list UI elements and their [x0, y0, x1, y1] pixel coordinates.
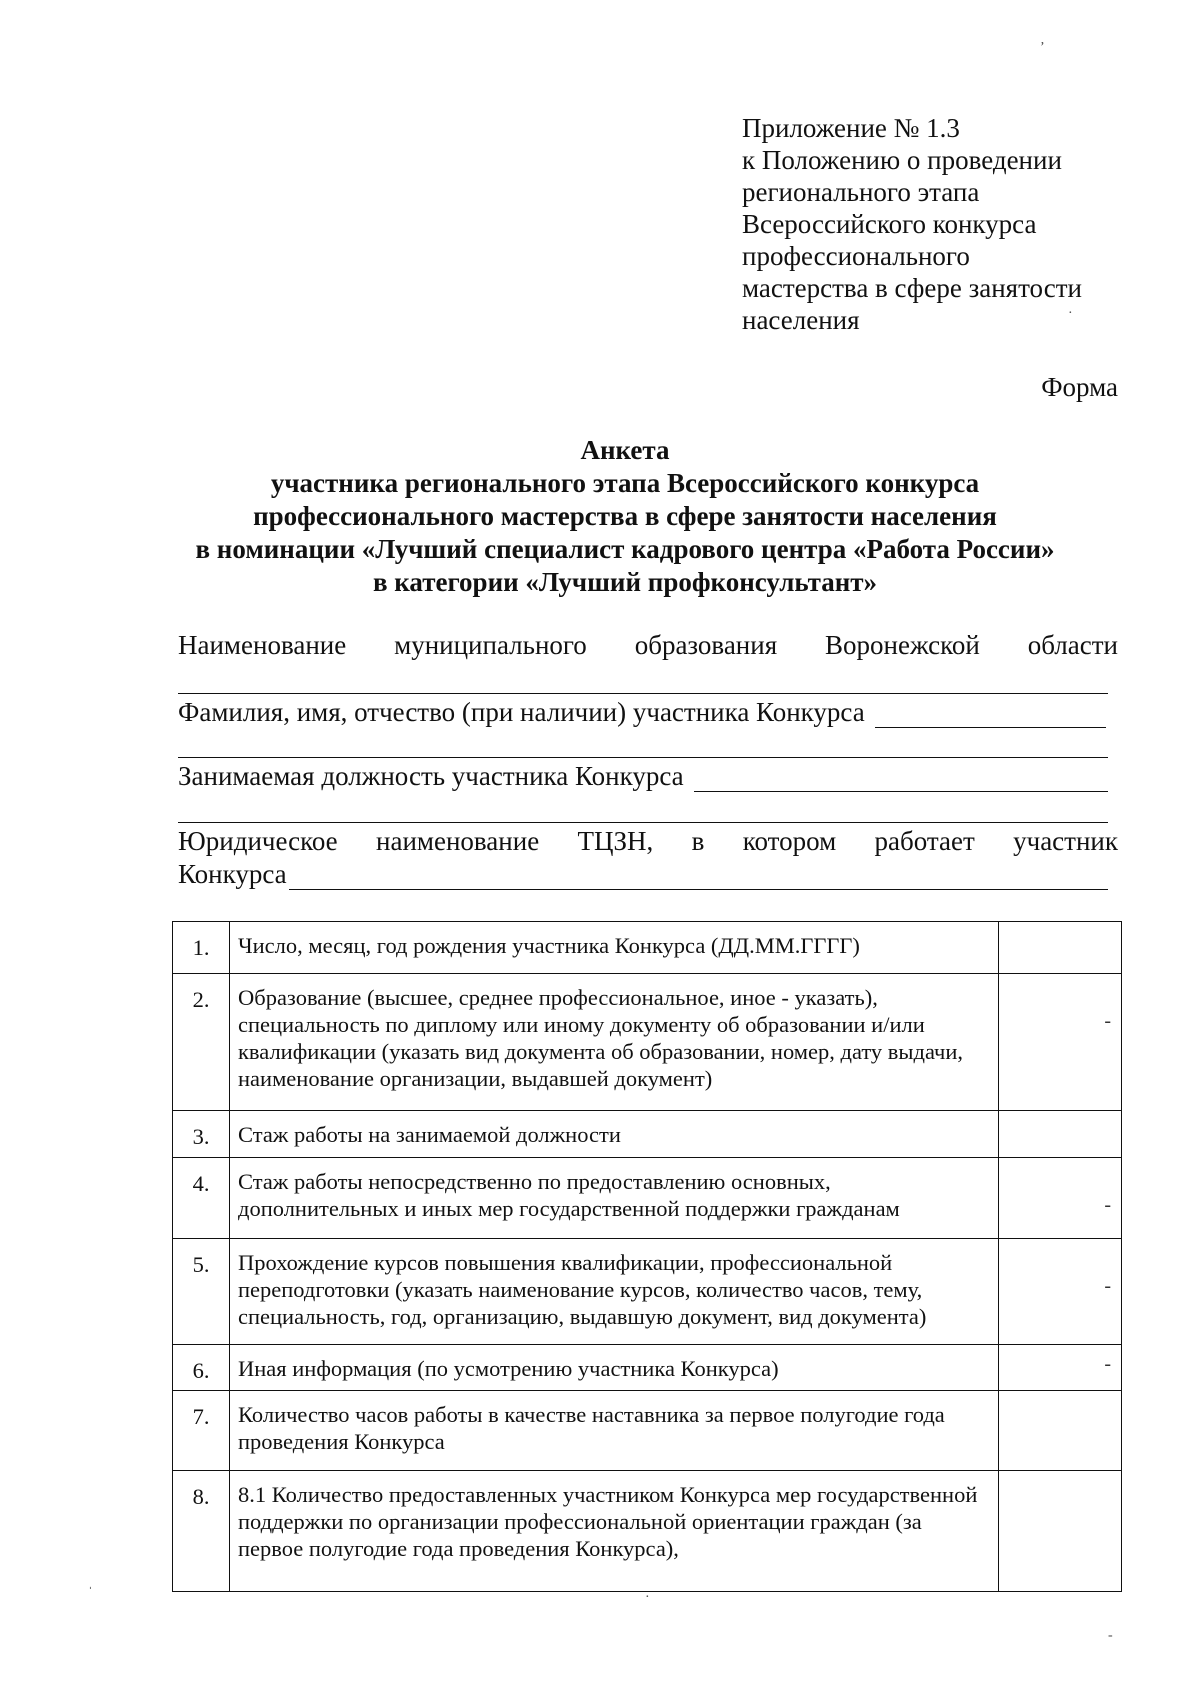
appendix-line: мастерства в сфере занятости	[742, 273, 1082, 303]
legal-name-input-line[interactable]	[289, 863, 1108, 890]
row-question: Прохождение курсов повышения квалификации, профессиональной переподготовки (указать наименование курсов, количество часов, тему, специальность, год, организацию, выдавшую документ, вид документа)	[230, 1239, 999, 1345]
row-number: 7.	[173, 1391, 230, 1471]
row-question: Количество часов работы в качестве наставника за первое полугодие года проведения Конкурса	[230, 1391, 999, 1471]
appendix-line: Всероссийского конкурса	[742, 209, 1037, 239]
row-answer-cell[interactable]: -	[999, 1158, 1122, 1239]
row-question: Иная информация (по усмотрению участника Конкурса)	[230, 1345, 999, 1391]
table-row	[173, 922, 1122, 974]
municipality-label	[178, 630, 1118, 661]
municipality-input-line[interactable]	[178, 693, 1108, 694]
legal-name-row	[178, 859, 1108, 890]
table-row	[173, 1391, 1122, 1471]
position-input-line[interactable]	[694, 765, 1108, 792]
row-answer-cell[interactable]	[999, 1111, 1122, 1158]
scan-speck: ·	[1068, 306, 1073, 321]
title-line: профессионального мастерства в сфере занятости населения	[253, 501, 997, 531]
scan-speck: ˌ	[88, 1575, 93, 1590]
title-line: участника регионального этапа Всероссийского конкурса	[270, 468, 980, 498]
row-question: Образование (высшее, среднее профессиональное, иное - указать), специальность по диплому или иному документу об образовании и/или квалификации (указать вид документа об образовании, номер, дату выдачи, наименование организации, выдавшей документ)	[230, 974, 999, 1111]
row-number: 3.	[173, 1111, 230, 1158]
municipality-word: Наименование	[178, 630, 347, 660]
municipality-word: муниципального	[394, 630, 587, 660]
table-row	[173, 1471, 1122, 1592]
table-row	[173, 974, 1122, 1111]
row-question: Число, месяц, год рождения участника Конкурса (ДД.ММ.ГГГГ)	[230, 922, 999, 974]
municipality-word: области	[1027, 630, 1118, 660]
position-label: Занимаемая должность участника Конкурса	[178, 761, 684, 791]
row-number: 4.	[173, 1158, 230, 1239]
table-row	[173, 1345, 1122, 1391]
appendix-note	[742, 112, 1162, 336]
fio-input-line[interactable]	[875, 701, 1106, 728]
row-answer-cell[interactable]	[999, 922, 1122, 974]
row-question: 8.1 Количество предоставленных участником Конкурса мер государственной поддержки по организации профессиональной ориентации граждан (за первое полугодие года проведения Конкурса),	[230, 1471, 999, 1592]
legal-word: котором	[742, 826, 837, 856]
row-number: 5.	[173, 1239, 230, 1345]
row-number: 2.	[173, 974, 230, 1111]
legal-word: наименование	[376, 826, 540, 856]
row-answer-cell[interactable]: -	[999, 1345, 1122, 1391]
legal-word: Юридическое	[178, 826, 338, 856]
position-row	[178, 761, 1108, 792]
legal-name-label	[178, 826, 1118, 857]
legal-word: участник	[1013, 826, 1118, 856]
fio-label: Фамилия, имя, отчество (при наличии) участника Конкурса	[178, 697, 865, 727]
appendix-line: регионального этапа	[742, 177, 980, 207]
row-answer-cell[interactable]	[999, 1391, 1122, 1471]
row-answer-cell[interactable]: -	[999, 974, 1122, 1111]
table-row	[173, 1111, 1122, 1158]
questionnaire-table	[172, 921, 1122, 1592]
scan-speck: ·	[645, 1590, 650, 1605]
row-answer-cell[interactable]: -	[999, 1239, 1122, 1345]
legal-word: работает	[874, 826, 975, 856]
table-row	[173, 1239, 1122, 1345]
appendix-line: профессионального	[742, 241, 970, 271]
row-question: Стаж работы на занимаемой должности	[230, 1111, 999, 1158]
row-number: 8.	[173, 1471, 230, 1592]
scan-speck: ʼ	[1040, 40, 1045, 55]
title-line: в номинации «Лучший специалист кадрового центра «Работа России»	[195, 534, 1055, 564]
row-answer-cell[interactable]	[999, 1471, 1122, 1592]
questionnaire-title	[150, 434, 1100, 599]
title-line: Анкета	[580, 435, 670, 465]
form-label: Форма	[1041, 372, 1118, 402]
fio-row	[178, 697, 1106, 728]
legal-label-line2: Конкурса	[178, 859, 287, 889]
scan-speck: -	[1108, 1628, 1113, 1643]
row-question: Стаж работы непосредственно по предоставлению основных, дополнительных и иных мер государственной поддержки гражданам	[230, 1158, 999, 1239]
title-line: в категории «Лучший профконсультант»	[372, 567, 878, 597]
municipality-word: Воронежской	[825, 630, 980, 660]
row-number: 6.	[173, 1345, 230, 1391]
appendix-line: к Положению о проведении	[742, 145, 1062, 175]
appendix-line: Приложение № 1.3	[742, 113, 960, 143]
fio-input-line-2[interactable]	[178, 757, 1108, 758]
row-number: 1.	[173, 922, 230, 974]
legal-word: в	[691, 826, 705, 856]
table-row	[173, 1158, 1122, 1239]
appendix-line: населения	[742, 305, 860, 335]
municipality-word: образования	[634, 630, 778, 660]
legal-word: ТЦЗН,	[577, 826, 654, 856]
position-input-line-2[interactable]	[178, 822, 1108, 823]
